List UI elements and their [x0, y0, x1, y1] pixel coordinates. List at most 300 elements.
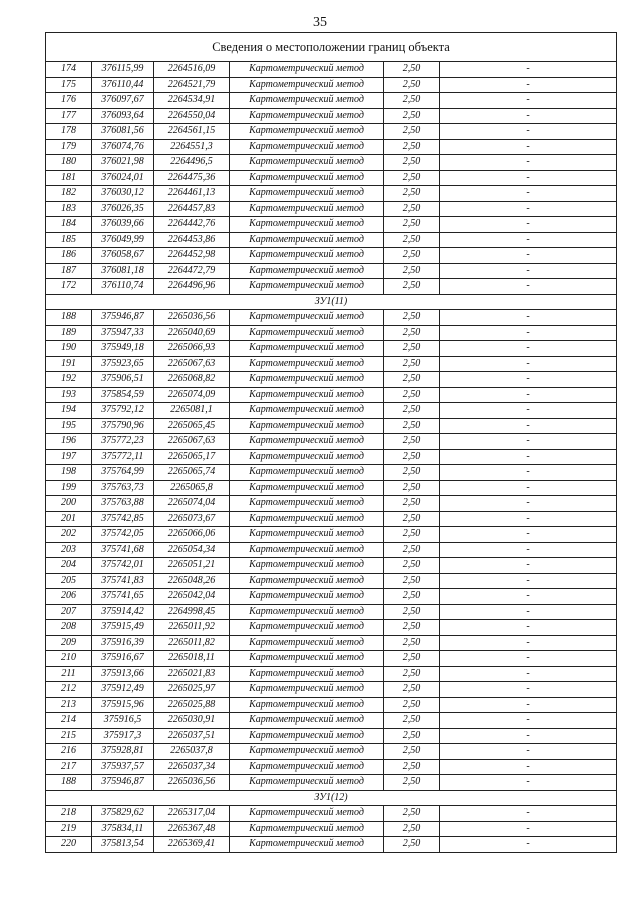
method-cell: Картометрический метод: [230, 62, 384, 78]
method-cell: Картометрический метод: [230, 837, 384, 853]
accuracy-cell: 2,50: [384, 341, 440, 357]
method-cell: Картометрический метод: [230, 542, 384, 558]
method-cell: Картометрический метод: [230, 186, 384, 202]
table-row: [46, 821, 617, 837]
point-number-cell: 205: [46, 573, 92, 589]
table-row: [46, 480, 617, 496]
accuracy-cell: 2,50: [384, 155, 440, 171]
section-label: ЗУ1(12): [46, 790, 617, 806]
accuracy-cell: 2,50: [384, 108, 440, 124]
description-cell: -: [440, 387, 617, 403]
table-row: [46, 682, 617, 698]
point-number-cell: 208: [46, 620, 92, 636]
method-cell: Картометрический метод: [230, 635, 384, 651]
method-cell: Картометрический метод: [230, 372, 384, 388]
point-number-cell: 183: [46, 201, 92, 217]
coordinate-y-cell: 2265037,51: [154, 728, 230, 744]
point-number-cell: 204: [46, 558, 92, 574]
coordinate-y-cell: 2265042,04: [154, 589, 230, 605]
coordinate-x-cell: 376026,35: [92, 201, 154, 217]
section-header-row: [46, 790, 617, 806]
method-cell: Картометрический метод: [230, 604, 384, 620]
description-cell: -: [440, 124, 617, 140]
point-number-cell: 213: [46, 697, 92, 713]
coordinate-y-cell: 2265317,04: [154, 806, 230, 822]
table-row: [46, 620, 617, 636]
table-row: [46, 155, 617, 171]
description-cell: -: [440, 77, 617, 93]
coordinate-y-cell: 2264998,45: [154, 604, 230, 620]
page-number: 35: [313, 15, 327, 30]
accuracy-cell: 2,50: [384, 403, 440, 419]
method-cell: Картометрический метод: [230, 418, 384, 434]
coordinate-x-cell: 375913,66: [92, 666, 154, 682]
description-cell: -: [440, 480, 617, 496]
accuracy-cell: 2,50: [384, 651, 440, 667]
accuracy-cell: 2,50: [384, 542, 440, 558]
coordinate-x-cell: 375741,65: [92, 589, 154, 605]
coordinate-y-cell: 2265073,67: [154, 511, 230, 527]
table-row: [46, 666, 617, 682]
description-cell: -: [440, 759, 617, 775]
point-number-cell: 212: [46, 682, 92, 698]
table-row: [46, 465, 617, 481]
method-cell: Картометрический метод: [230, 682, 384, 698]
coordinate-y-cell: 2265074,09: [154, 387, 230, 403]
table-row: [46, 635, 617, 651]
accuracy-cell: 2,50: [384, 356, 440, 372]
table-row: [46, 728, 617, 744]
coordinate-y-cell: 2265011,92: [154, 620, 230, 636]
coordinate-y-cell: 2264561,15: [154, 124, 230, 140]
coordinate-x-cell: 376081,56: [92, 124, 154, 140]
coordinate-x-cell: 375916,5: [92, 713, 154, 729]
method-cell: Картометрический метод: [230, 480, 384, 496]
table-title: Сведения о местоположении границ объекта: [46, 33, 617, 62]
table-row: [46, 279, 617, 295]
method-cell: Картометрический метод: [230, 651, 384, 667]
coordinate-x-cell: 375742,85: [92, 511, 154, 527]
method-cell: Картометрический метод: [230, 155, 384, 171]
point-number-cell: 194: [46, 403, 92, 419]
description-cell: -: [440, 232, 617, 248]
description-cell: -: [440, 728, 617, 744]
table-row: [46, 263, 617, 279]
coordinate-x-cell: 375763,88: [92, 496, 154, 512]
point-number-cell: 179: [46, 139, 92, 155]
point-number-cell: 218: [46, 806, 92, 822]
point-number-cell: 184: [46, 217, 92, 233]
coordinate-x-cell: 375772,23: [92, 434, 154, 450]
description-cell: -: [440, 62, 617, 78]
accuracy-cell: 2,50: [384, 279, 440, 295]
method-cell: Картометрический метод: [230, 666, 384, 682]
method-cell: Картометрический метод: [230, 527, 384, 543]
point-number-cell: 193: [46, 387, 92, 403]
table-row: [46, 573, 617, 589]
coordinate-x-cell: 375946,87: [92, 310, 154, 326]
coordinate-x-cell: 375947,33: [92, 325, 154, 341]
accuracy-cell: 2,50: [384, 728, 440, 744]
accuracy-cell: 2,50: [384, 806, 440, 822]
coordinate-x-cell: 375834,11: [92, 821, 154, 837]
table-row: [46, 201, 617, 217]
accuracy-cell: 2,50: [384, 387, 440, 403]
method-cell: Картометрический метод: [230, 449, 384, 465]
point-number-cell: 196: [46, 434, 92, 450]
point-number-cell: 177: [46, 108, 92, 124]
coordinate-x-cell: 375854,59: [92, 387, 154, 403]
coordinate-x-cell: 376024,01: [92, 170, 154, 186]
coordinate-x-cell: 375741,68: [92, 542, 154, 558]
coordinate-x-cell: 376110,74: [92, 279, 154, 295]
coordinate-x-cell: 376097,67: [92, 93, 154, 109]
method-cell: Картометрический метод: [230, 821, 384, 837]
point-number-cell: 172: [46, 279, 92, 295]
description-cell: -: [440, 403, 617, 419]
coordinate-y-cell: 2265037,8: [154, 744, 230, 760]
accuracy-cell: 2,50: [384, 170, 440, 186]
table-row: [46, 248, 617, 264]
accuracy-cell: 2,50: [384, 263, 440, 279]
table-row: [46, 139, 617, 155]
method-cell: Картометрический метод: [230, 108, 384, 124]
accuracy-cell: 2,50: [384, 713, 440, 729]
table-row: [46, 775, 617, 791]
accuracy-cell: 2,50: [384, 93, 440, 109]
point-number-cell: 217: [46, 759, 92, 775]
table-row: [46, 372, 617, 388]
coordinate-x-cell: 375916,39: [92, 635, 154, 651]
point-number-cell: 190: [46, 341, 92, 357]
accuracy-cell: 2,50: [384, 418, 440, 434]
description-cell: -: [440, 170, 617, 186]
point-number-cell: 201: [46, 511, 92, 527]
coordinate-y-cell: 2264442,76: [154, 217, 230, 233]
coordinate-x-cell: 376093,64: [92, 108, 154, 124]
table-row: [46, 604, 617, 620]
coordinate-x-cell: 375792,12: [92, 403, 154, 419]
accuracy-cell: 2,50: [384, 232, 440, 248]
coordinate-y-cell: 2265018,11: [154, 651, 230, 667]
method-cell: Картометрический метод: [230, 775, 384, 791]
point-number-cell: 215: [46, 728, 92, 744]
coordinate-y-cell: 2265065,74: [154, 465, 230, 481]
coordinate-y-cell: 2265040,69: [154, 325, 230, 341]
coordinate-y-cell: 2265065,45: [154, 418, 230, 434]
coordinate-x-cell: 375912,49: [92, 682, 154, 698]
coordinate-x-cell: 375763,73: [92, 480, 154, 496]
point-number-cell: 186: [46, 248, 92, 264]
description-cell: -: [440, 713, 617, 729]
accuracy-cell: 2,50: [384, 666, 440, 682]
accuracy-cell: 2,50: [384, 186, 440, 202]
table-caption-row: [46, 33, 617, 62]
point-number-cell: 176: [46, 93, 92, 109]
coordinate-x-cell: 375915,96: [92, 697, 154, 713]
coordinate-y-cell: 2265074,04: [154, 496, 230, 512]
coordinate-y-cell: 2265048,26: [154, 573, 230, 589]
method-cell: Картометрический метод: [230, 217, 384, 233]
coordinate-y-cell: 2265011,82: [154, 635, 230, 651]
coordinate-x-cell: 375742,05: [92, 527, 154, 543]
accuracy-cell: 2,50: [384, 527, 440, 543]
coordinate-y-cell: 2264551,3: [154, 139, 230, 155]
coordinate-x-cell: 375928,81: [92, 744, 154, 760]
point-number-cell: 178: [46, 124, 92, 140]
point-number-cell: 197: [46, 449, 92, 465]
description-cell: -: [440, 186, 617, 202]
accuracy-cell: 2,50: [384, 821, 440, 837]
accuracy-cell: 2,50: [384, 558, 440, 574]
method-cell: Картометрический метод: [230, 403, 384, 419]
point-number-cell: 195: [46, 418, 92, 434]
accuracy-cell: 2,50: [384, 248, 440, 264]
description-cell: -: [440, 356, 617, 372]
description-cell: -: [440, 248, 617, 264]
coordinate-y-cell: 2265037,34: [154, 759, 230, 775]
description-cell: -: [440, 620, 617, 636]
description-cell: -: [440, 775, 617, 791]
coordinate-x-cell: 375906,51: [92, 372, 154, 388]
accuracy-cell: 2,50: [384, 759, 440, 775]
point-number-cell: 189: [46, 325, 92, 341]
description-cell: -: [440, 511, 617, 527]
table-row: [46, 108, 617, 124]
description-cell: -: [440, 542, 617, 558]
coordinate-x-cell: 375937,57: [92, 759, 154, 775]
coordinate-y-cell: 2264521,79: [154, 77, 230, 93]
point-number-cell: 202: [46, 527, 92, 543]
table-row: [46, 356, 617, 372]
description-cell: -: [440, 434, 617, 450]
coordinate-y-cell: 2265068,82: [154, 372, 230, 388]
accuracy-cell: 2,50: [384, 697, 440, 713]
description-cell: -: [440, 697, 617, 713]
method-cell: Картометрический метод: [230, 558, 384, 574]
section-header-row: [46, 294, 617, 310]
table-row: [46, 449, 617, 465]
description-cell: -: [440, 418, 617, 434]
method-cell: Картометрический метод: [230, 434, 384, 450]
coordinate-x-cell: 375741,83: [92, 573, 154, 589]
method-cell: Картометрический метод: [230, 806, 384, 822]
coordinate-y-cell: 2264496,5: [154, 155, 230, 171]
point-number-cell: 188: [46, 310, 92, 326]
point-number-cell: 200: [46, 496, 92, 512]
point-number-cell: 220: [46, 837, 92, 853]
description-cell: -: [440, 341, 617, 357]
coordinate-x-cell: 376081,18: [92, 263, 154, 279]
table-row: [46, 589, 617, 605]
table-row: [46, 310, 617, 326]
point-number-cell: 187: [46, 263, 92, 279]
method-cell: Картометрический метод: [230, 248, 384, 264]
coordinate-y-cell: 2265067,63: [154, 356, 230, 372]
table-row: [46, 124, 617, 140]
description-cell: -: [440, 837, 617, 853]
table-row: [46, 713, 617, 729]
accuracy-cell: 2,50: [384, 201, 440, 217]
table-row: [46, 217, 617, 233]
table-row: [46, 93, 617, 109]
description-cell: -: [440, 93, 617, 109]
accuracy-cell: 2,50: [384, 139, 440, 155]
description-cell: -: [440, 558, 617, 574]
table-row: [46, 434, 617, 450]
coordinate-y-cell: 2264461,13: [154, 186, 230, 202]
section-label: ЗУ1(11): [46, 294, 617, 310]
coordinate-x-cell: 376115,99: [92, 62, 154, 78]
coordinate-x-cell: 375772,11: [92, 449, 154, 465]
description-cell: -: [440, 682, 617, 698]
point-number-cell: 206: [46, 589, 92, 605]
point-number-cell: 174: [46, 62, 92, 78]
point-number-cell: 198: [46, 465, 92, 481]
table-row: [46, 341, 617, 357]
method-cell: Картометрический метод: [230, 310, 384, 326]
coordinate-x-cell: 376049,99: [92, 232, 154, 248]
description-cell: -: [440, 744, 617, 760]
description-cell: -: [440, 139, 617, 155]
coordinate-x-cell: 375946,87: [92, 775, 154, 791]
coordinate-y-cell: 2265066,06: [154, 527, 230, 543]
method-cell: Картометрический метод: [230, 263, 384, 279]
accuracy-cell: 2,50: [384, 77, 440, 93]
coordinate-y-cell: 2264472,79: [154, 263, 230, 279]
description-cell: -: [440, 666, 617, 682]
point-number-cell: 175: [46, 77, 92, 93]
description-cell: -: [440, 821, 617, 837]
method-cell: Картометрический метод: [230, 759, 384, 775]
coordinate-y-cell: 2265081,1: [154, 403, 230, 419]
method-cell: Картометрический метод: [230, 713, 384, 729]
accuracy-cell: 2,50: [384, 511, 440, 527]
coordinate-x-cell: 375790,96: [92, 418, 154, 434]
point-number-cell: 211: [46, 666, 92, 682]
coordinate-x-cell: 375916,67: [92, 651, 154, 667]
method-cell: Картометрический метод: [230, 170, 384, 186]
table-row: [46, 744, 617, 760]
coordinate-x-cell: 375764,99: [92, 465, 154, 481]
description-cell: -: [440, 108, 617, 124]
coordinate-y-cell: 2265036,56: [154, 310, 230, 326]
method-cell: Картометрический метод: [230, 387, 384, 403]
method-cell: Картометрический метод: [230, 728, 384, 744]
coordinate-y-cell: 2264534,91: [154, 93, 230, 109]
method-cell: Картометрический метод: [230, 465, 384, 481]
point-number-cell: 182: [46, 186, 92, 202]
description-cell: -: [440, 465, 617, 481]
coordinate-x-cell: 376021,98: [92, 155, 154, 171]
coordinate-y-cell: 2265065,17: [154, 449, 230, 465]
coordinate-x-cell: 375914,42: [92, 604, 154, 620]
coordinate-y-cell: 2265065,8: [154, 480, 230, 496]
coordinate-y-cell: 2264496,96: [154, 279, 230, 295]
coordinate-x-cell: 376110,44: [92, 77, 154, 93]
accuracy-cell: 2,50: [384, 434, 440, 450]
coordinate-y-cell: 2264457,83: [154, 201, 230, 217]
coordinate-x-cell: 375829,62: [92, 806, 154, 822]
method-cell: Картометрический метод: [230, 496, 384, 512]
point-number-cell: 199: [46, 480, 92, 496]
method-cell: Картометрический метод: [230, 511, 384, 527]
coordinate-x-cell: 376039,66: [92, 217, 154, 233]
method-cell: Картометрический метод: [230, 744, 384, 760]
boundary-table: [45, 32, 617, 853]
table-row: [46, 170, 617, 186]
coordinate-x-cell: 376058,67: [92, 248, 154, 264]
description-cell: -: [440, 449, 617, 465]
coordinate-y-cell: 2264452,98: [154, 248, 230, 264]
method-cell: Картометрический метод: [230, 697, 384, 713]
table-row: [46, 232, 617, 248]
coordinate-y-cell: 2265025,88: [154, 697, 230, 713]
table-row: [46, 77, 617, 93]
method-cell: Картометрический метод: [230, 93, 384, 109]
table-row: [46, 496, 617, 512]
description-cell: -: [440, 217, 617, 233]
coordinate-y-cell: 2265021,83: [154, 666, 230, 682]
point-number-cell: 180: [46, 155, 92, 171]
method-cell: Картометрический метод: [230, 139, 384, 155]
method-cell: Картометрический метод: [230, 77, 384, 93]
method-cell: Картометрический метод: [230, 573, 384, 589]
accuracy-cell: 2,50: [384, 573, 440, 589]
coordinate-y-cell: 2265367,48: [154, 821, 230, 837]
coordinate-y-cell: 2264550,04: [154, 108, 230, 124]
accuracy-cell: 2,50: [384, 217, 440, 233]
method-cell: Картометрический метод: [230, 279, 384, 295]
point-number-cell: 210: [46, 651, 92, 667]
coordinate-x-cell: 376074,76: [92, 139, 154, 155]
table-row: [46, 542, 617, 558]
coordinate-y-cell: 2265025,97: [154, 682, 230, 698]
point-number-cell: 181: [46, 170, 92, 186]
accuracy-cell: 2,50: [384, 589, 440, 605]
method-cell: Картометрический метод: [230, 620, 384, 636]
table-row: [46, 806, 617, 822]
description-cell: -: [440, 279, 617, 295]
table-row: [46, 511, 617, 527]
table-row: [46, 387, 617, 403]
table-row: [46, 418, 617, 434]
point-number-cell: 207: [46, 604, 92, 620]
method-cell: Картометрический метод: [230, 356, 384, 372]
point-number-cell: 188: [46, 775, 92, 791]
coordinate-x-cell: 375813,54: [92, 837, 154, 853]
description-cell: -: [440, 573, 617, 589]
accuracy-cell: 2,50: [384, 465, 440, 481]
method-cell: Картометрический метод: [230, 232, 384, 248]
point-number-cell: 219: [46, 821, 92, 837]
coordinate-y-cell: 2265051,21: [154, 558, 230, 574]
description-cell: -: [440, 155, 617, 171]
table-row: [46, 558, 617, 574]
method-cell: Картометрический метод: [230, 341, 384, 357]
point-number-cell: 192: [46, 372, 92, 388]
description-cell: -: [440, 372, 617, 388]
coordinate-y-cell: 2265054,34: [154, 542, 230, 558]
description-cell: -: [440, 651, 617, 667]
coordinate-y-cell: 2265067,63: [154, 434, 230, 450]
accuracy-cell: 2,50: [384, 744, 440, 760]
accuracy-cell: 2,50: [384, 480, 440, 496]
coordinate-y-cell: 2264475,36: [154, 170, 230, 186]
point-number-cell: 209: [46, 635, 92, 651]
method-cell: Картометрический метод: [230, 124, 384, 140]
point-number-cell: 203: [46, 542, 92, 558]
